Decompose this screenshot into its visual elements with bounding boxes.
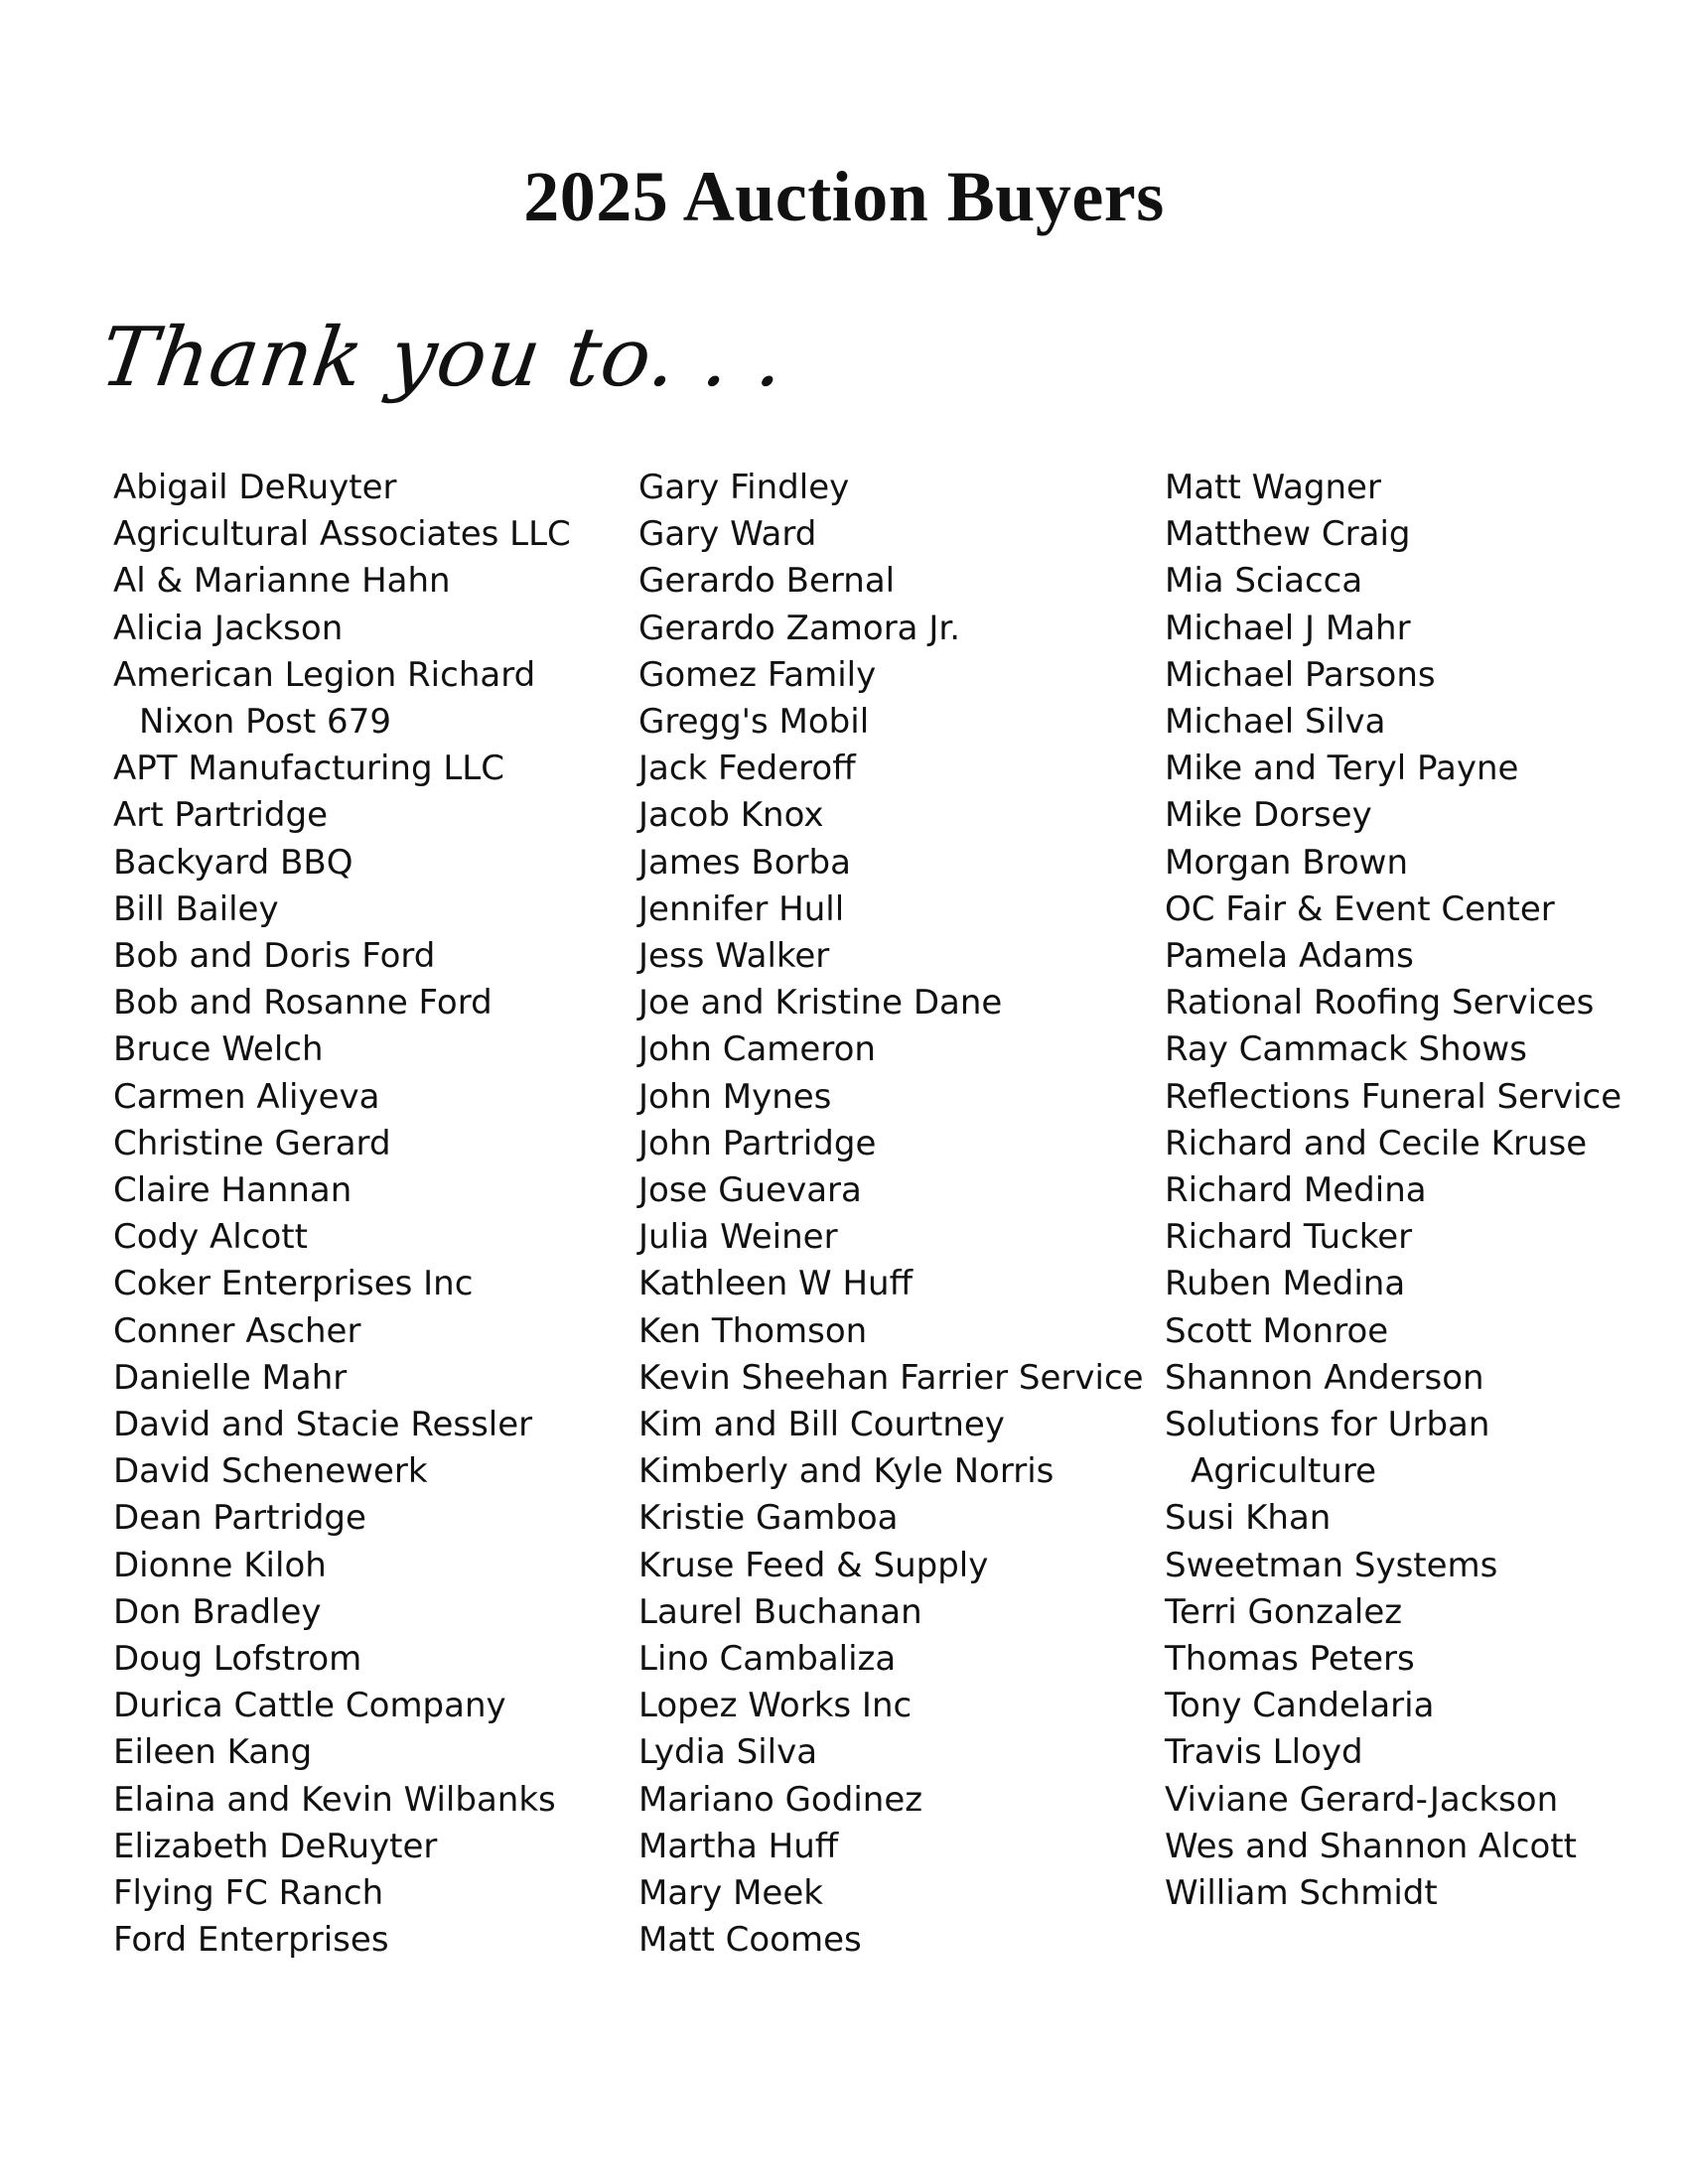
buyer-name: Gerardo Bernal: [638, 561, 896, 602]
buyer-name: Jack Federoff: [638, 749, 856, 789]
buyers-column-3: [1165, 465, 1681, 1917]
thank-you-heading: Thank you to. . .: [94, 311, 791, 405]
buyer-name: Rational Roofing Services: [1165, 983, 1595, 1024]
buyer-name: Jess Walker: [638, 936, 830, 977]
buyer-name: Durica Cattle Company: [113, 1686, 506, 1726]
buyer-name: Bill Bailey: [113, 888, 279, 929]
buyer-name: John Cameron: [638, 1029, 876, 1070]
buyer-name: Conner Ascher: [113, 1310, 361, 1351]
buyer-name: Sweetman Systems: [1165, 1545, 1498, 1585]
buyer-name: Jennifer Hull: [638, 888, 845, 929]
buyer-name: John Partridge: [638, 1123, 877, 1163]
buyer-name: Viviane Gerard-Jackson: [1165, 1779, 1559, 1820]
buyer-name: Richard Medina: [1165, 1170, 1427, 1211]
buyer-name: Ray Cammack Shows: [1165, 1029, 1527, 1070]
buyer-name: Shannon Anderson: [1165, 1357, 1484, 1398]
buyer-name: Richard Tucker: [1165, 1217, 1413, 1258]
buyer-name: Alicia Jackson: [113, 608, 344, 648]
buyer-name: David and Stacie Ressler: [113, 1405, 533, 1445]
buyer-name: Dionne Kiloh: [113, 1545, 327, 1585]
buyer-name: Abigail DeRuyter: [113, 468, 397, 507]
buyer-name: Ken Thomson: [638, 1310, 868, 1351]
buyer-name: Mariano Godinez: [638, 1779, 923, 1820]
buyer-name: Gerardo Zamora Jr.: [638, 608, 961, 648]
buyer-name: Danielle Mahr: [113, 1357, 348, 1398]
buyer-name: Kimberly and Kyle Norris: [638, 1451, 1055, 1492]
buyer-name: Elaina and Kevin Wilbanks: [113, 1779, 556, 1820]
buyer-name: Kevin Sheehan Farrier Service: [638, 1357, 1144, 1398]
buyer-name: Lopez Works Inc: [638, 1686, 913, 1726]
buyer-name: Joe and Kristine Dane: [638, 983, 1003, 1024]
buyer-name: Doug Lofstrom: [113, 1639, 362, 1680]
buyer-name: Mike and Teryl Payne: [1165, 749, 1519, 789]
buyer-name: Dean Partridge: [113, 1498, 366, 1539]
buyer-name: Christine Gerard: [113, 1123, 391, 1163]
buyer-name: Kim and Bill Courtney: [638, 1405, 1005, 1445]
page-title: 2025 Auction Buyers: [523, 157, 1165, 236]
buyer-name: Solutions for Urban Agriculture: [1165, 1405, 1490, 1492]
buyer-name: Coker Enterprises Inc: [113, 1264, 474, 1304]
buyer-name: Cody Alcott: [113, 1217, 308, 1258]
buyer-name: Gomez Family: [638, 654, 877, 695]
buyer-name: Julia Weiner: [638, 1217, 838, 1258]
buyer-name: Bob and Doris Ford: [113, 936, 436, 977]
buyer-name: APT Manufacturing LLC: [113, 749, 504, 789]
buyer-name: Art Partridge: [113, 795, 329, 836]
buyer-name: Agricultural Associates LLC: [113, 514, 571, 555]
buyer-name: Scott Monroe: [1165, 1310, 1389, 1351]
buyer-name: Eileen Kang: [113, 1732, 313, 1773]
buyer-name: Ford Enterprises: [113, 1920, 389, 1961]
buyer-name: Flying FC Ranch: [113, 1873, 384, 1914]
buyer-name: William Schmidt: [1165, 1873, 1438, 1914]
buyer-name: Don Bradley: [113, 1591, 322, 1632]
buyer-name: Martha Huff: [638, 1826, 839, 1866]
buyer-name: Gregg's Mobil: [638, 702, 870, 743]
buyer-name: Matt Wagner: [1165, 468, 1381, 507]
buyer-name: James Borba: [638, 842, 851, 883]
buyer-name: Michael Parsons: [1165, 654, 1436, 695]
buyers-column-1: [113, 465, 630, 1965]
buyer-name: Terri Gonzalez: [1165, 1591, 1403, 1632]
buyer-name: Michael Silva: [1165, 702, 1386, 743]
buyer-name: Elizabeth DeRuyter: [113, 1826, 438, 1866]
buyer-name: Reflections Funeral Service: [1165, 1076, 1622, 1117]
buyer-name: Thomas Peters: [1165, 1639, 1415, 1680]
buyer-name: OC Fair & Event Center: [1165, 888, 1555, 929]
buyer-name: Pamela Adams: [1165, 936, 1414, 977]
buyer-name: John Mynes: [638, 1076, 832, 1117]
buyer-name: Jacob Knox: [638, 795, 824, 836]
buyer-name: Bruce Welch: [113, 1029, 324, 1070]
buyer-name: Ruben Medina: [1165, 1264, 1406, 1304]
buyer-name: Mike Dorsey: [1165, 795, 1372, 836]
buyer-name: Lino Cambaliza: [638, 1639, 897, 1680]
buyer-name: Laurel Buchanan: [638, 1591, 922, 1632]
buyer-name: Claire Hannan: [113, 1170, 352, 1211]
buyer-name: Michael J Mahr: [1165, 608, 1411, 648]
buyer-name: American Legion Richard Nixon Post 679: [113, 654, 536, 743]
buyers-column-2: [638, 465, 1165, 1965]
buyer-name: Kristie Gamboa: [638, 1498, 899, 1539]
buyer-name: Wes and Shannon Alcott: [1165, 1826, 1577, 1866]
buyer-name: Matthew Craig: [1165, 514, 1411, 555]
buyer-name: Bob and Rosanne Ford: [113, 983, 492, 1024]
buyer-name: Al & Marianne Hahn: [113, 561, 451, 602]
buyer-name: Jose Guevara: [638, 1170, 862, 1211]
buyer-name: Mia Sciacca: [1165, 561, 1363, 602]
buyer-name: Tony Candelaria: [1165, 1686, 1435, 1726]
buyer-name: David Schenewerk: [113, 1451, 428, 1492]
buyer-name: Gary Findley: [638, 468, 850, 507]
buyer-name: Richard and Cecile Kruse: [1165, 1123, 1588, 1163]
buyer-name: Susi Khan: [1165, 1498, 1332, 1539]
buyer-name: Backyard BBQ: [113, 842, 353, 883]
buyer-name: Morgan Brown: [1165, 842, 1409, 883]
buyer-name: Lydia Silva: [638, 1732, 818, 1773]
buyer-name: Kathleen W Huff: [638, 1264, 914, 1304]
buyer-name: Carmen Aliyeva: [113, 1076, 380, 1117]
buyer-name: Matt Coomes: [638, 1920, 862, 1961]
buyer-name: Travis Lloyd: [1165, 1732, 1363, 1773]
buyer-name: Mary Meek: [638, 1873, 823, 1914]
buyer-name: Kruse Feed & Supply: [638, 1545, 989, 1585]
buyer-name: Gary Ward: [638, 514, 817, 555]
